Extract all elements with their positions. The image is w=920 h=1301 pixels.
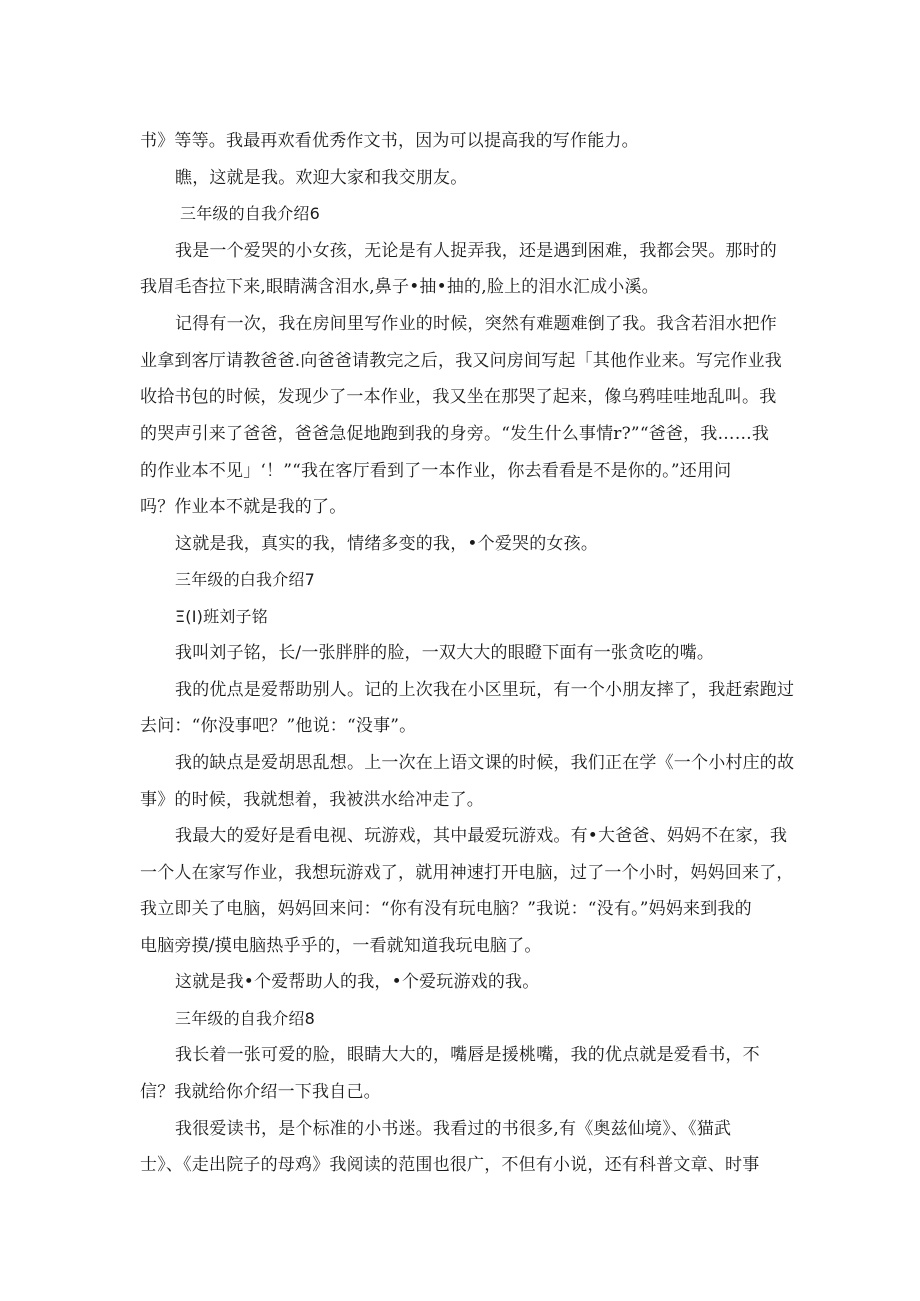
paragraph-line: 我叫刘子铭，长/一张胖胖的脸，一双大大的眼瞪下面有一张贪吃的嘴。: [175, 643, 715, 663]
paragraph-line: 我的优点是爱帮助别人。记的上次我在小区里玩，有一个小朋友摔了，我赶索跑过: [175, 680, 795, 700]
paragraph-line: 信？我就给你介绍一下我自己。: [140, 1082, 381, 1102]
paragraph-line: 记得有一次，我在房间里写作业的时候，突然有难题难倒了我。我含若泪水把作: [175, 314, 777, 334]
section-heading-7: 三年级的白我介绍7: [175, 570, 315, 589]
paragraph-line: 业拿到客厅请教爸爸.向爸爸请教完之后，我又问房间写起「其他作业来。写完作业我: [140, 351, 783, 371]
paragraph-line: 一个人在家写作业，我想玩游戏了，就用神速打开电脑，过了一个小时，妈妈回来了，: [140, 863, 794, 883]
paragraph-line: 我是一个爱哭的小女孩，无论是有人捉弄我，还是遇到困难，我都会哭。那时的: [175, 241, 777, 261]
paragraph-line: 事》的时候，我就想着，我被洪水给冲走了。: [140, 790, 484, 810]
paragraph-line: 吗？作业本不就是我的了。: [140, 497, 347, 517]
paragraph-line: 这就是我，真实的我，情绪多变的我，•个爱哭的女孩。: [175, 534, 599, 554]
paragraph-line: 这就是我•个爱帮助人的我，•个爱玩游戏的我。: [175, 972, 540, 992]
paragraph-line: 的哭声引来了爸爸，爸爸急促地跑到我的身旁。“发生什么事情r?”“爸爸，我……我: [140, 424, 770, 444]
paragraph-line: 我立即关了电脑，妈妈回来问：“你有没有玩电脑？”我说：“没有。”妈妈来到我的: [140, 899, 752, 919]
paragraph-line: 去问：“你没事吧？”他说：“没事”。: [140, 716, 417, 736]
section-heading-6: 三年级的自我介绍6: [180, 204, 320, 223]
paragraph-line: 电脑旁摸/摸电脑热乎乎的，一看就知道我玩电脑了。: [140, 936, 542, 956]
paragraph-line: 的作业本不见」‘！”“我在客厅看到了一本作业，你去看看是不是你的。”还用问: [140, 461, 732, 481]
paragraph-line: 士》、《走出院子的母鸡》我阅读的范围也很广，不但有小说，还有科普文章、时事: [140, 1155, 760, 1175]
section-heading-8: 三年级的自我介绍8: [175, 1009, 315, 1028]
paragraph-closing: 瞧，这就是我。欢迎大家和我交朋友。: [175, 168, 468, 188]
paragraph-line: 收拾书包的时候，发现少了一本作业，我又坐在那哭了起来，像乌鸦哇哇地乱叫。我: [140, 387, 777, 407]
paragraph-line: 我眉毛杳拉下来,眼睛满含泪水,鼻子•抽•抽的,脸上的泪水汇成小溪。: [140, 277, 659, 297]
paragraph-line: 我最大的爱好是看电视、玩游戏，其中最爱玩游戏。有•大爸爸、妈妈不在家，我: [175, 826, 788, 846]
paragraph-line: 我长着一张可爱的脸，眼睛大大的，嘴唇是援桃嘴，我的优点就是爱看书，不: [175, 1045, 760, 1065]
text-line-continuation: 书》等等。我最再欢看优秀作文书，因为可以提高我的写作能力。: [140, 131, 639, 151]
author-line: Ξ(I)班刘子铭: [175, 607, 268, 626]
paragraph-line: 我的缺点是爱胡思乱想。上一次在上语文课的时候，我们正在学《一个小村庄的故: [175, 753, 795, 773]
paragraph-line: 我很爱读书，是个标准的小书迷。我看过的书很多,有《奥兹仙境》、《猫武: [175, 1119, 732, 1139]
